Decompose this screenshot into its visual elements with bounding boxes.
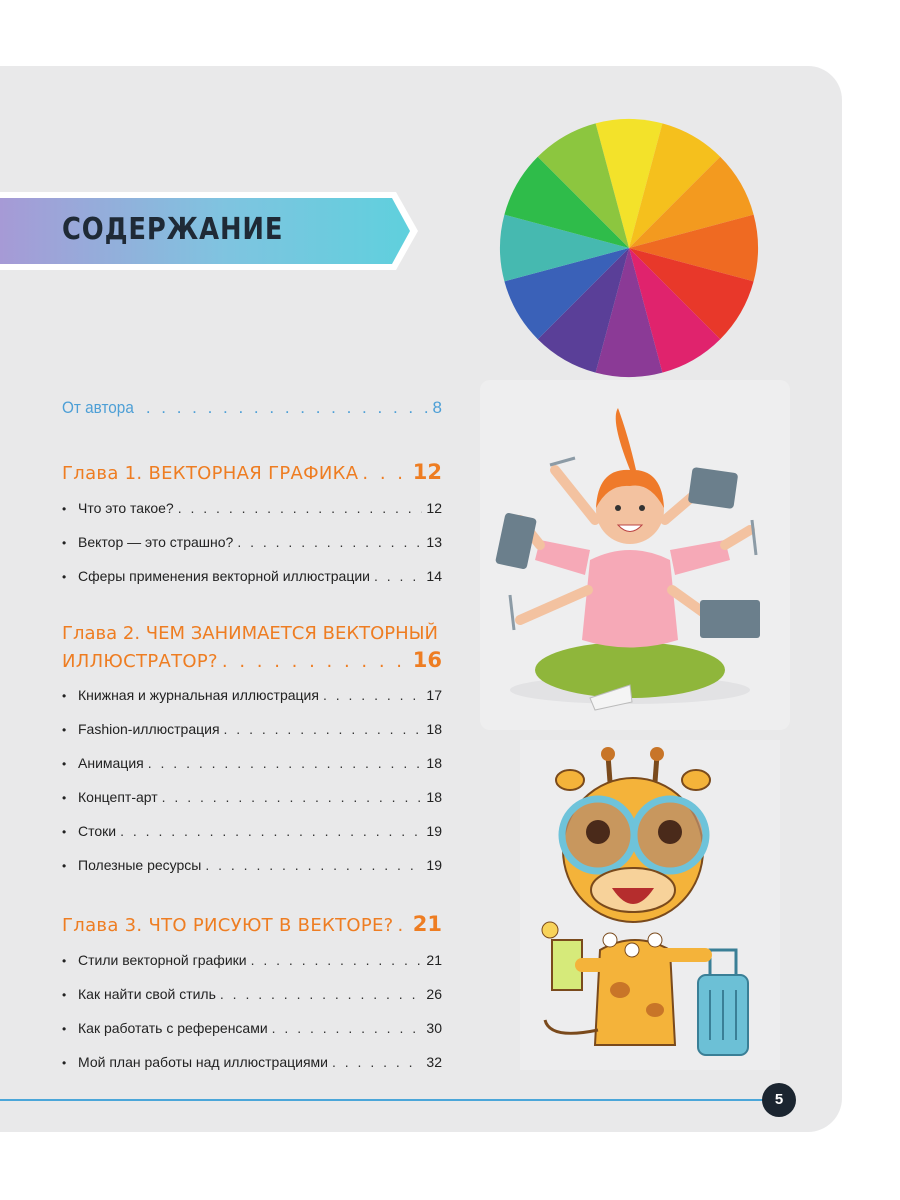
leader-dots bbox=[362, 463, 408, 484]
chapter-1-title: Глава 1. ВЕКТОРНАЯ ГРАФИКА bbox=[62, 463, 359, 484]
bullet-icon: • bbox=[62, 988, 67, 1002]
toc-intro-page: 8 bbox=[432, 398, 442, 417]
bullet-icon: • bbox=[62, 502, 67, 516]
leader-dots bbox=[146, 398, 429, 418]
toc-item[interactable] bbox=[62, 857, 442, 873]
toc-item[interactable] bbox=[62, 568, 442, 584]
color-wheel-image bbox=[498, 117, 760, 379]
bullet-icon: • bbox=[62, 1056, 67, 1070]
toc-item-page: 32 bbox=[426, 1054, 442, 1070]
bullet-icon: • bbox=[62, 757, 67, 771]
bullet-icon: • bbox=[62, 954, 67, 968]
page-title: СОДЕРЖАНИЕ bbox=[62, 212, 284, 247]
bullet-icon: • bbox=[62, 791, 67, 805]
toc-item-page: 18 bbox=[426, 755, 442, 771]
chapter-2-title-line1[interactable]: Глава 2. ЧЕМ ЗАНИМАЕТСЯ ВЕКТОРНЫЙ bbox=[62, 623, 438, 644]
bullet-icon: • bbox=[62, 536, 67, 550]
leader-dots bbox=[148, 755, 423, 771]
toc-item-page: 21 bbox=[426, 952, 442, 968]
chapter-3-title: Глава 3. ЧТО РИСУЮТ В ВЕКТОРЕ? bbox=[62, 915, 394, 936]
toc-item[interactable] bbox=[62, 687, 442, 703]
leader-dots bbox=[162, 789, 423, 805]
toc-item[interactable] bbox=[62, 986, 442, 1002]
toc-chapter-2[interactable] bbox=[62, 648, 442, 672]
bullet-icon: • bbox=[62, 825, 67, 839]
toc-item-page: 26 bbox=[426, 986, 442, 1002]
toc-item-label: Стили векторной графики bbox=[78, 952, 247, 968]
toc-item-label: Что это такое? bbox=[78, 500, 174, 516]
toc-item-label: Как найти свой стиль bbox=[78, 986, 216, 1002]
leader-dots bbox=[323, 687, 422, 703]
leader-dots bbox=[222, 651, 409, 672]
leader-dots bbox=[220, 986, 423, 1002]
toc-item[interactable] bbox=[62, 1020, 442, 1036]
leader-dots bbox=[398, 915, 409, 936]
chapter-3-page: 21 bbox=[412, 912, 442, 936]
toc-item-page: 19 bbox=[426, 823, 442, 839]
leader-dots bbox=[237, 534, 422, 550]
leader-dots bbox=[120, 823, 422, 839]
leader-dots bbox=[205, 857, 422, 873]
toc-item-label: Сферы применения векторной иллюстрации bbox=[78, 568, 370, 584]
toc-item-page: 19 bbox=[426, 857, 442, 873]
toc-item-label: Полезные ресурсы bbox=[78, 857, 202, 873]
toc-item-label: Книжная и журнальная иллюстрация bbox=[78, 687, 319, 703]
toc-item[interactable] bbox=[62, 755, 442, 771]
leader-dots bbox=[251, 952, 423, 968]
toc-item-label: Анимация bbox=[78, 755, 144, 771]
leader-dots bbox=[374, 568, 422, 584]
toc-item-label: Мой план работы над иллюстрациями bbox=[78, 1054, 328, 1070]
woman-illustration bbox=[480, 380, 790, 730]
toc-item-label: Стоки bbox=[78, 823, 117, 839]
toc-item-label: Вектор — это страшно? bbox=[78, 534, 234, 550]
giraffe-illustration bbox=[520, 740, 780, 1070]
toc-item-label: Концепт-арт bbox=[78, 789, 158, 805]
toc-item-page: 12 bbox=[426, 500, 442, 516]
toc-item-page: 17 bbox=[426, 687, 442, 703]
toc-item-page: 18 bbox=[426, 721, 442, 737]
toc-item[interactable] bbox=[62, 721, 442, 737]
leader-dots bbox=[272, 1020, 423, 1036]
toc-chapter-3[interactable] bbox=[62, 912, 442, 936]
toc-item-page: 13 bbox=[426, 534, 442, 550]
page-number: 5 bbox=[762, 1083, 796, 1117]
chapter-2-page: 16 bbox=[412, 648, 442, 672]
leader-dots bbox=[224, 721, 423, 737]
toc-item-page: 30 bbox=[426, 1020, 442, 1036]
toc-item[interactable] bbox=[62, 500, 442, 516]
footer-rule bbox=[0, 1099, 770, 1101]
leader-dots bbox=[332, 1054, 422, 1070]
bullet-icon: • bbox=[62, 1022, 67, 1036]
toc-item[interactable] bbox=[62, 789, 442, 805]
bullet-icon: • bbox=[62, 570, 67, 584]
toc-item-page: 14 bbox=[426, 568, 442, 584]
leader-dots bbox=[178, 500, 423, 516]
toc-intro-row[interactable] bbox=[62, 398, 442, 418]
toc-item-label: Fashion-иллюстрация bbox=[78, 721, 220, 737]
bullet-icon: • bbox=[62, 859, 67, 873]
toc-item-label: Как работать с референсами bbox=[78, 1020, 268, 1036]
toc-intro-label: От автора bbox=[62, 398, 134, 417]
toc-item-page: 18 bbox=[426, 789, 442, 805]
toc-item[interactable] bbox=[62, 534, 442, 550]
chapter-2-title-line2: ИЛЛЮСТРАТОР? bbox=[62, 651, 218, 672]
bullet-icon: • bbox=[62, 689, 67, 703]
toc-chapter-1[interactable] bbox=[62, 460, 442, 484]
toc-item[interactable] bbox=[62, 823, 442, 839]
chapter-1-page: 12 bbox=[412, 460, 442, 484]
toc-item[interactable] bbox=[62, 952, 442, 968]
bullet-icon: • bbox=[62, 723, 67, 737]
toc-item[interactable] bbox=[62, 1054, 442, 1070]
